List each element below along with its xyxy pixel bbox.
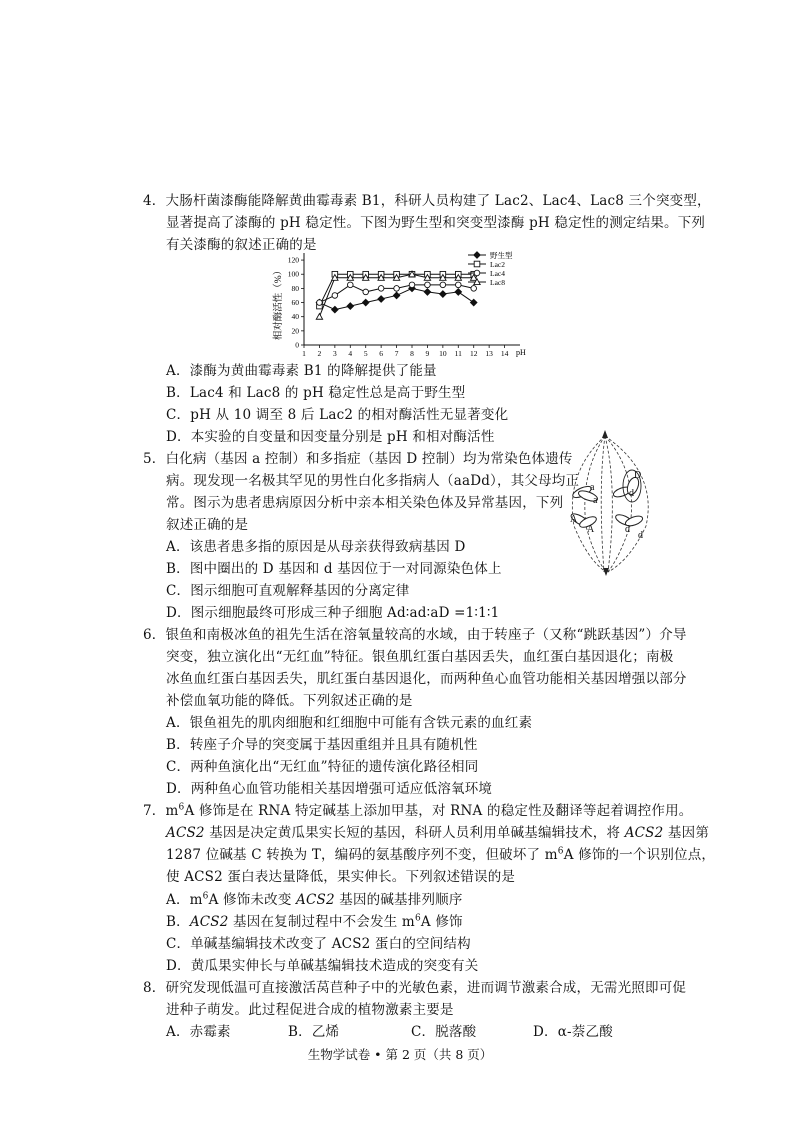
- q7-oa-text-2: 基因的碱基排列顺序: [334, 892, 463, 908]
- q6-option-d: D．两种鱼心血管功能相关基因增强可适应低溶氧环境: [166, 781, 493, 797]
- chart-point: [424, 289, 430, 295]
- q5-stem-line-3: 常。图示为患者患病原因分析中亲本相关染色体及异常基因，下列: [166, 495, 564, 511]
- label-A1: A: [570, 514, 578, 525]
- q5-stem-line-2: 病。现发现一名极其罕见的男性白化多指病人（aaDd），其父母均正: [166, 473, 580, 489]
- chart-y-tick-label: 120: [287, 255, 299, 265]
- q6-stem-line-2: 突变，独立演化出“无红血”特征。银鱼肌红蛋白基因丢失，血红蛋白基因退化；南极: [166, 649, 674, 665]
- q7-l3-text-2: A 修饰的一个识别位点，: [563, 847, 716, 863]
- chart-y-tick-label: 80: [291, 283, 299, 293]
- q8-option-a: A．赤霉素: [166, 1024, 231, 1040]
- label-D: D: [634, 470, 642, 481]
- chart-y-tick-label: 60: [291, 298, 299, 308]
- chart-point: [455, 282, 461, 288]
- q4-option-b: B．Lac4 和 Lac8 的 pH 稳定性总是高于野生型: [166, 385, 466, 401]
- spindle-pole-top: [602, 430, 608, 438]
- q7-l2-text-1: 基因是决定黄瓜果实长短的基因，科研人员利用单碱基编辑技术，将: [204, 825, 625, 841]
- q7-ob-text-1: 基因在复制过程中不会发生 m: [228, 914, 415, 930]
- chart-point: [332, 293, 338, 299]
- q6-option-b: B．转座子介导的突变属于基因重组并且具有随机性: [166, 737, 478, 753]
- chart-point: [347, 282, 353, 288]
- q7-l3-sup: 6: [557, 846, 564, 857]
- q7-oa-text-1: A 修饰未改变: [208, 892, 297, 908]
- q8-option-d: D．α-萘乙酸: [533, 1024, 613, 1040]
- q7-l1-sup: 6: [178, 802, 185, 813]
- q6-stem-line-3: 冰鱼血红蛋白基因丢失，肌红蛋白基因退化，而两种鱼心血管功能相关基因增强以部分: [166, 671, 687, 687]
- chart-point: [394, 286, 400, 292]
- chart-x-tick-label: 4: [348, 349, 353, 358]
- chart-point: [393, 292, 399, 298]
- q5-option-c: C．图示细胞可直观解释基因的分离定律: [166, 583, 410, 599]
- q7-option-c: C．单碱基编辑技术改变了 ACS2 蛋白的空间结构: [166, 936, 471, 952]
- chart-x-tick-label: 14: [500, 349, 509, 358]
- label-d2: d: [625, 524, 630, 535]
- q4-stem-line-1: 4．大肠杆菌漆酶能降解黄曲霉毒素 B1，科研人员构建了 Lac2、Lac4、Lac8 三个突变型，: [143, 193, 711, 209]
- chart-legend-label: Lac8: [490, 278, 505, 287]
- q7-stem-line-2: [166, 824, 709, 842]
- chart-point: [474, 261, 480, 267]
- cell-division-diagram: [560, 428, 670, 576]
- label-a1: a: [590, 482, 595, 493]
- q6-option-a: A．银鱼祖先的肌肉细胞和红细胞中可能有含铁元素的血红素: [166, 715, 533, 731]
- q5-option-a: A．该患者患多指的原因是从母亲获得致病基因 D: [166, 539, 466, 555]
- q7-stem-line-1: [143, 802, 693, 820]
- chart-point: [316, 313, 322, 319]
- page-footer: 生物学试卷 • 第 2 页（共 8 页）: [307, 1047, 493, 1062]
- chart-y-axis-label: 相对酶活性（%）: [274, 265, 284, 341]
- chart-x-tick-label: 10: [439, 349, 447, 358]
- q7-l3-text-1: 1287 位碱基 C 转换为 T，编码的氨基酸序列不变，但破坏了 m: [166, 847, 558, 863]
- chart-point: [378, 296, 384, 302]
- chart-x-tick-label: 2: [317, 349, 322, 358]
- q7-l2-text-2: 基因第: [663, 825, 710, 841]
- q8-option-c: C．脱落酸: [411, 1024, 477, 1040]
- chart-x-tick-label: 9: [425, 349, 430, 358]
- q6-stem-line-1: 6．银鱼和南极冰鱼的祖先生活在溶氧量较高的水域，由于转座子（又称“跳跃基因”）介导: [143, 627, 687, 643]
- q7-l2-gene-2: ACS2: [624, 825, 664, 841]
- q5-stem-line-4: 叙述正确的是: [166, 517, 249, 533]
- chart-point: [440, 282, 446, 288]
- q7-l1-text: A 修饰是在 RNA 特定碱基上添加甲基，对 RNA 的稳定性及翻译等起着调控作用。: [184, 803, 693, 819]
- q7-ob-gene: ACS2: [189, 914, 229, 930]
- chart-y-tick-label: 20: [291, 326, 299, 336]
- q7-ob-prefix: B．: [166, 914, 190, 930]
- q8-option-b: B．乙烯: [288, 1024, 340, 1040]
- q8-stem-line-2: 进种子萌发。此过程促进合成的植物激素主要是: [166, 1002, 454, 1018]
- q7-oa-prefix: A．m: [166, 892, 203, 908]
- chart-x-axis-label: pH: [516, 348, 526, 357]
- q7-stem-line-4: 使 ACS2 蛋白表达量降低，果实伸长。下列叙述错误的是: [166, 869, 516, 885]
- q7-option-a: [166, 891, 463, 909]
- chart-point: [409, 282, 415, 288]
- chart-y-tick-label: 40: [291, 312, 299, 322]
- q4-option-c: C．pH 从 10 调至 8 后 Lac2 的相对酶活性无显著变化: [166, 407, 509, 423]
- q7-l2-gene-1: ACS2: [166, 825, 205, 841]
- q6-option-c: C．两种鱼演化出“无红血”特征的遗传演化路径相同: [166, 759, 479, 775]
- q7-l1-prefix: 7．m: [143, 803, 179, 819]
- q8-stem-line-1: 8．研究发现低温可直接激活莴苣种子中的光敏色素，进而调节激素合成，无需光照即可促: [143, 980, 687, 996]
- chart-x-tick-label: 13: [485, 349, 493, 358]
- chart-legend-label: Lac2: [490, 260, 505, 269]
- q6-stem-line-4: 补偿血氧功能的降低。下列叙述正确的是: [166, 693, 413, 709]
- chart-point: [474, 270, 480, 276]
- chart-x-tick-label: 7: [394, 349, 399, 358]
- chart-x-tick-label: 3: [332, 349, 337, 358]
- ph-stability-chart: [270, 245, 540, 365]
- chart-y-tick-label: 0: [295, 340, 299, 350]
- chart-point: [471, 299, 477, 305]
- q4-stem-line-2: 显著提高了漆酶的 pH 稳定性。下图为野生型和突变型漆酶 pH 稳定性的测定结果。下列: [166, 215, 706, 231]
- chart-x-tick-label: 6: [379, 349, 384, 358]
- chart-point: [455, 289, 461, 295]
- q4-stem-line-3: 有关漆酶的叙述正确的是: [166, 237, 317, 253]
- q7-option-b: [166, 913, 463, 931]
- chart-point: [347, 303, 353, 309]
- chart-legend-label: 野生型: [490, 251, 513, 260]
- chart-point: [378, 286, 384, 292]
- q7-ob-text-2: A 修饰: [420, 914, 463, 930]
- chart-point: [425, 282, 431, 288]
- chart-legend-label: Lac4: [490, 269, 505, 278]
- chart-x-tick-label: 1: [302, 349, 306, 358]
- label-a2: a: [593, 495, 598, 506]
- q4-option-a: A．漆酶为黄曲霉毒素 B1 的降解提供了能量: [166, 363, 437, 379]
- chart-x-tick-label: 12: [469, 349, 478, 358]
- q7-oa-gene: ACS2: [296, 892, 335, 908]
- q7-stem-line-3: [166, 846, 715, 864]
- q7-ob-sup: 6: [414, 913, 421, 924]
- chart-x-tick-label: 11: [454, 349, 462, 358]
- chart-x-tick-label: 8: [410, 349, 414, 358]
- q5-option-b: B．图中圈出的 D 基因和 d 基因位于一对同源染色体上: [166, 561, 502, 577]
- q5-option-d: D．图示细胞最终可形成三种子细胞 Ad∶ad∶aD =1∶1∶1: [166, 605, 500, 621]
- q4-option-d: D．本实验的自变量和因变量分别是 pH 和相对酶活性: [166, 429, 495, 445]
- chart-point: [363, 289, 369, 295]
- chart-point: [471, 286, 477, 292]
- chart-point: [363, 299, 369, 305]
- label-d1: d: [629, 488, 634, 499]
- q7-option-d: D．黄瓜果实伸长与单碱基编辑技术造成的突变有关: [166, 958, 479, 974]
- chart-y-tick-label: 100: [287, 269, 299, 279]
- chart-point: [440, 291, 446, 297]
- chart-point: [474, 252, 480, 258]
- label-A2: A: [587, 524, 595, 535]
- q7-oa-sup: 6: [202, 891, 209, 902]
- chart-point: [317, 300, 323, 306]
- chart-point: [332, 306, 338, 312]
- chart-x-tick-label: 5: [363, 349, 368, 358]
- label-d3: d: [638, 530, 643, 541]
- q5-stem-line-1: 5．白化病（基因 a 控制）和多指症（基因 D 控制）均为常染色体遗传: [143, 451, 573, 467]
